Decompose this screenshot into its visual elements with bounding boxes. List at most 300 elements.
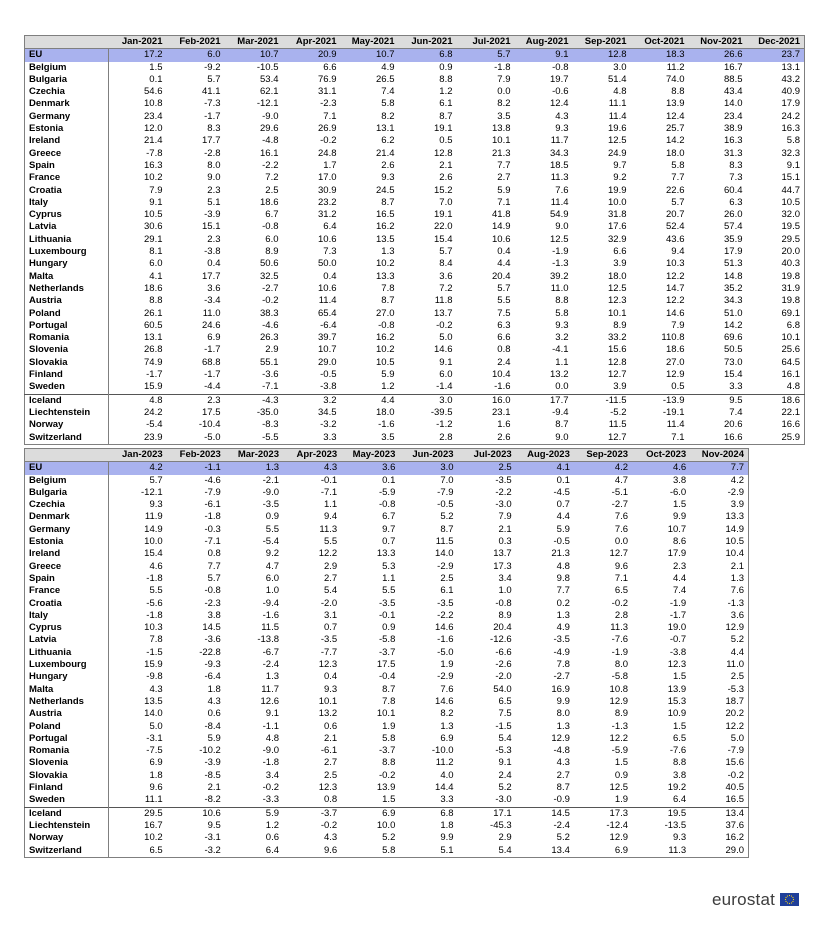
value-cell: 40.3 <box>781 258 800 270</box>
value-cell: 7.6 <box>440 683 454 695</box>
value-cell: 10.7 <box>225 49 283 62</box>
value-cell: 0.0 <box>555 381 569 393</box>
value-cell: 5.5 <box>149 585 163 597</box>
value-cell: 54.0 <box>493 683 512 695</box>
value-cell: -0.2 <box>262 295 279 307</box>
value-cell: 6.1 <box>439 98 453 110</box>
value-cell: 9.7 <box>382 523 396 535</box>
value-cell: 0.7 <box>556 499 570 511</box>
value-cell: 18.6 <box>747 394 805 407</box>
value-cell: 10.9 <box>667 708 687 720</box>
value-cell: 18.6 <box>260 196 279 208</box>
country-name: Bulgaria <box>25 487 109 499</box>
value-cell: -9.0 <box>262 110 279 122</box>
country-name: Czechia <box>25 86 109 98</box>
value-cell: -7.6 <box>669 745 687 757</box>
value-cell: -9.4 <box>262 597 280 609</box>
value-cell: 16.3 <box>144 159 163 171</box>
value-cell: 5.7 <box>457 49 515 62</box>
value-cell: 16.5 <box>376 209 395 221</box>
country-name: Estonia <box>25 536 109 548</box>
value-cell: 15.9 <box>144 381 163 393</box>
column-header: Sep-2023 <box>574 449 632 462</box>
value-cell: 2.7 <box>323 757 338 769</box>
value-cell: -13.5 <box>664 819 687 831</box>
value-cell: 0.1 <box>556 474 570 486</box>
value-cell: 9.3 <box>673 832 687 844</box>
value-cell: 9.5 <box>207 819 221 831</box>
value-cell: -5.8 <box>378 634 396 646</box>
value-cell: 14.8 <box>724 270 743 282</box>
value-cell: 12.9 <box>666 369 685 381</box>
value-cell: 43.6 <box>666 233 685 245</box>
value-cell: 20.4 <box>492 270 511 282</box>
value-cell: 24.6 <box>202 319 221 331</box>
value-cell: 4.4 <box>673 572 687 584</box>
value-cell: 7.7 <box>556 585 570 597</box>
value-cell: 6.0 <box>265 572 280 584</box>
value-cell: 64.5 <box>781 356 800 368</box>
value-cell: 17.3 <box>493 560 512 572</box>
value-cell: 5.9 <box>381 369 395 381</box>
table-row <box>25 185 805 197</box>
value-cell: 1.8 <box>149 769 163 781</box>
value-cell: 5.9 <box>207 732 221 744</box>
value-cell: -1.7 <box>204 344 221 356</box>
value-cell: 19.5 <box>632 807 690 820</box>
value-cell: -3.9 <box>204 209 221 221</box>
value-cell: 8.7 <box>555 419 569 431</box>
value-cell: 6.6 <box>323 61 337 73</box>
value-cell: 1.3 <box>265 671 280 683</box>
country-name: Ireland <box>25 135 109 147</box>
table-row <box>25 561 749 573</box>
value-cell: 15.1 <box>781 172 800 184</box>
value-cell: 15.9 <box>144 659 163 671</box>
value-cell: 0.4 <box>323 671 338 683</box>
value-cell: 20.0 <box>781 246 800 258</box>
value-cell: 0.4 <box>323 270 337 282</box>
value-cell: 26.3 <box>260 332 279 344</box>
value-cell: 17.2 <box>109 49 167 62</box>
value-cell: 3.3 <box>440 794 454 806</box>
table-row <box>25 511 749 523</box>
value-cell: 3.3 <box>323 431 337 443</box>
value-cell: 57.4 <box>724 221 743 233</box>
value-cell: 7.5 <box>497 307 511 319</box>
value-cell: -3.0 <box>495 499 512 511</box>
value-cell: 2.4 <box>497 356 511 368</box>
value-cell: 1.3 <box>225 462 283 475</box>
column-header: Mar-2023 <box>225 449 283 462</box>
value-cell: 7.1 <box>614 572 629 584</box>
value-cell: 7.8 <box>556 659 570 671</box>
column-header: Mar-2021 <box>225 36 283 49</box>
value-cell: -3.8 <box>320 381 337 393</box>
country-name: Spain <box>25 160 109 172</box>
value-cell: 8.2 <box>440 708 454 720</box>
value-cell: 5.8 <box>786 135 800 147</box>
value-cell: 5.5 <box>382 585 396 597</box>
value-cell: 2.1 <box>439 159 453 171</box>
value-cell: 1.0 <box>265 585 280 597</box>
value-cell: 1.1 <box>382 572 396 584</box>
value-cell: 1.2 <box>265 819 280 831</box>
value-cell: 74.0 <box>666 73 685 85</box>
value-cell: 2.7 <box>556 769 570 781</box>
value-cell: 11.3 <box>668 844 687 856</box>
value-cell: -3.8 <box>669 646 687 658</box>
value-cell: 8.8 <box>149 295 163 307</box>
value-cell: 29.1 <box>144 233 163 245</box>
table-row <box>25 62 805 74</box>
country-name: Lithuania <box>25 234 109 246</box>
value-cell: 4.2 <box>730 474 744 486</box>
country-name: France <box>25 172 109 184</box>
value-cell: -3.2 <box>204 844 221 856</box>
value-cell: 3.0 <box>399 394 457 407</box>
value-cell: 8.4 <box>439 258 453 270</box>
value-cell: -2.7 <box>611 499 629 511</box>
value-cell: -4.4 <box>204 381 221 393</box>
value-cell: 9.6 <box>614 560 629 572</box>
value-cell: 2.9 <box>265 344 279 356</box>
value-cell: -5.6 <box>146 597 163 609</box>
flag-star <box>785 899 786 900</box>
value-cell: 40.5 <box>725 782 744 794</box>
value-cell: 9.1 <box>439 356 453 368</box>
value-cell: -0.6 <box>552 86 569 98</box>
value-cell: 12.3 <box>608 295 627 307</box>
column-header: Jan-2023 <box>109 449 167 462</box>
value-cell: 17.6 <box>608 221 627 233</box>
value-cell: 10.5 <box>376 356 395 368</box>
value-cell: 12.0 <box>144 123 163 135</box>
value-cell: 3.9 <box>730 499 744 511</box>
value-cell: -3.1 <box>204 832 221 844</box>
value-cell: 34.5 <box>318 406 337 418</box>
value-cell: 2.6 <box>439 172 453 184</box>
value-cell: 1.9 <box>614 794 629 806</box>
country-name: Netherlands <box>25 283 109 295</box>
value-cell: 2.9 <box>323 560 338 572</box>
value-cell: 23.2 <box>318 196 337 208</box>
value-cell: 73.0 <box>724 356 743 368</box>
value-cell: 2.8 <box>614 609 629 621</box>
value-cell: 3.1 <box>323 609 338 621</box>
value-cell: 4.3 <box>283 462 341 475</box>
value-cell: 12.4 <box>666 110 685 122</box>
value-cell: 65.4 <box>318 307 337 319</box>
value-cell: 3.2 <box>555 332 569 344</box>
value-cell: 10.8 <box>144 98 163 110</box>
value-cell: 9.4 <box>323 511 338 523</box>
value-cell: 26.1 <box>144 307 163 319</box>
value-cell: -8.2 <box>204 794 221 806</box>
table-row <box>25 684 749 696</box>
value-cell: -0.1 <box>378 609 396 621</box>
value-cell: 8.9 <box>265 246 279 258</box>
eu-flag-icon <box>780 893 799 906</box>
value-cell: -1.1 <box>167 462 225 475</box>
value-cell: 16.6 <box>781 419 800 431</box>
value-cell: 6.4 <box>265 844 280 856</box>
value-cell: -0.2 <box>262 782 280 794</box>
country-name: Spain <box>25 573 109 585</box>
table-row <box>25 258 805 270</box>
value-cell: 2.6 <box>381 159 395 171</box>
table-row <box>25 845 749 858</box>
value-cell: 10.2 <box>376 258 395 270</box>
column-header: Apr-2021 <box>283 36 341 49</box>
value-cell: 4.9 <box>556 622 570 634</box>
value-cell: 13.2 <box>550 369 569 381</box>
country-name: Hungary <box>25 258 109 270</box>
value-cell: 8.7 <box>381 196 395 208</box>
value-cell: 9.9 <box>673 511 687 523</box>
value-cell: 3.8 <box>673 769 687 781</box>
value-cell: 8.7 <box>382 683 396 695</box>
value-cell: 6.8 <box>399 49 457 62</box>
value-cell: 6.5 <box>614 585 629 597</box>
table-row <box>25 757 749 769</box>
value-cell: 69.6 <box>724 332 743 344</box>
eurostat-logo <box>712 890 802 910</box>
value-cell: 5.7 <box>207 73 221 85</box>
value-cell: 1.2 <box>439 86 453 98</box>
value-cell: -0.8 <box>495 597 512 609</box>
table-row <box>25 295 805 307</box>
value-cell: 9.9 <box>440 832 454 844</box>
value-cell: 2.3 <box>207 184 221 196</box>
value-cell: -0.2 <box>378 769 396 781</box>
value-cell: 6.9 <box>440 732 454 744</box>
value-cell: 4.4 <box>341 394 399 407</box>
value-cell: -11.5 <box>573 394 631 407</box>
value-cell: 12.7 <box>609 548 629 560</box>
value-cell: 12.5 <box>608 282 627 294</box>
value-cell: -5.8 <box>611 671 629 683</box>
value-cell: -13.9 <box>631 394 689 407</box>
table-row <box>25 160 805 172</box>
value-cell: 13.9 <box>666 98 685 110</box>
value-cell: 1.6 <box>497 419 511 431</box>
value-cell: 10.3 <box>144 622 163 634</box>
value-cell: 6.5 <box>673 732 687 744</box>
value-cell: 18.0 <box>666 147 685 159</box>
value-cell: 20.7 <box>666 209 685 221</box>
table-row <box>25 782 749 794</box>
value-cell: 1.3 <box>556 609 570 621</box>
value-cell: -6.6 <box>495 646 512 658</box>
value-cell: 5.9 <box>497 184 511 196</box>
value-cell: 76.9 <box>318 73 337 85</box>
table-row <box>25 548 749 560</box>
value-cell: 12.2 <box>666 295 685 307</box>
value-cell: 11.4 <box>550 196 569 208</box>
value-cell: 12.4 <box>550 98 569 110</box>
value-cell: 12.9 <box>725 622 744 634</box>
value-cell: 1.3 <box>381 246 395 258</box>
value-cell: -22.8 <box>199 646 221 658</box>
value-cell: 12.2 <box>318 548 338 560</box>
country-name: Greece <box>25 561 109 573</box>
value-cell: 13.9 <box>376 782 396 794</box>
value-cell: -9.0 <box>262 745 280 757</box>
value-cell: 33.2 <box>608 332 627 344</box>
value-cell: 8.8 <box>382 757 396 769</box>
header-row <box>25 36 805 49</box>
value-cell: 6.8 <box>786 319 800 331</box>
value-cell: 5.5 <box>497 295 511 307</box>
country-name: Germany <box>25 111 109 123</box>
value-cell: 9.7 <box>613 159 627 171</box>
value-cell: 4.8 <box>556 560 570 572</box>
value-cell: -6.7 <box>262 646 280 658</box>
country-name: Luxembourg <box>25 659 109 671</box>
value-cell: -0.9 <box>553 794 570 806</box>
value-cell: 12.6 <box>260 695 280 707</box>
value-cell: 20.9 <box>283 49 341 62</box>
value-cell: 1.9 <box>382 720 396 732</box>
value-cell: 0.9 <box>614 769 629 781</box>
value-cell: 5.7 <box>497 282 511 294</box>
country-name: Liechtenstein <box>25 407 109 419</box>
value-cell: 32.5 <box>260 270 279 282</box>
value-cell: 11.1 <box>608 98 627 110</box>
value-cell: -1.8 <box>146 609 163 621</box>
value-cell: 6.9 <box>341 807 399 820</box>
value-cell: 6.4 <box>323 221 337 233</box>
value-cell: 7.7 <box>497 159 511 171</box>
value-cell: 37.6 <box>725 819 744 831</box>
value-cell: 11.4 <box>666 419 685 431</box>
value-cell: 9.6 <box>149 782 163 794</box>
value-cell: 10.1 <box>318 695 338 707</box>
value-cell: -4.8 <box>553 745 570 757</box>
value-cell: 19.1 <box>434 209 453 221</box>
value-cell: 14.6 <box>435 622 454 634</box>
value-cell: 1.5 <box>149 61 163 73</box>
table-row <box>25 832 749 844</box>
value-cell: 5.7 <box>207 572 221 584</box>
value-cell: -7.9 <box>727 745 744 757</box>
value-cell: 10.1 <box>376 708 396 720</box>
value-cell: 10.8 <box>609 683 629 695</box>
value-cell: 8.8 <box>555 295 569 307</box>
value-cell: 17.7 <box>202 270 221 282</box>
value-cell: 5.8 <box>381 98 395 110</box>
value-cell: 2.1 <box>498 523 512 535</box>
country-name: Sweden <box>25 794 109 807</box>
value-cell: 4.9 <box>381 61 395 73</box>
value-cell: 18.5 <box>550 159 569 171</box>
value-cell: 8.8 <box>673 757 687 769</box>
country-name: Slovenia <box>25 344 109 356</box>
value-cell: 8.3 <box>729 159 743 171</box>
flag-star <box>789 895 790 896</box>
value-cell: -1.7 <box>669 609 687 621</box>
value-cell: 5.8 <box>555 307 569 319</box>
table-row <box>25 573 749 585</box>
value-cell: 7.7 <box>207 560 221 572</box>
value-cell: 13.3 <box>376 270 395 282</box>
value-cell: 5.0 <box>439 332 453 344</box>
value-cell: -3.7 <box>283 807 341 820</box>
value-cell: 53.4 <box>260 73 279 85</box>
value-cell: 6.4 <box>673 794 687 806</box>
value-cell: -9.0 <box>262 486 280 498</box>
country-name: Iceland <box>25 807 109 820</box>
value-cell: -3.7 <box>378 745 396 757</box>
country-name: Romania <box>25 745 109 757</box>
value-cell: 5.8 <box>382 844 396 856</box>
value-cell: -0.1 <box>320 474 338 486</box>
value-cell: 10.5 <box>144 209 163 221</box>
value-cell: 14.6 <box>666 307 685 319</box>
value-cell: 14.7 <box>666 282 685 294</box>
value-cell: -3.5 <box>262 499 280 511</box>
value-cell: 7.4 <box>381 86 395 98</box>
value-cell: 34.3 <box>550 147 569 159</box>
value-cell: 2.3 <box>207 233 221 245</box>
value-cell: 7.6 <box>614 523 629 535</box>
value-cell: 14.0 <box>724 98 743 110</box>
value-cell: 3.5 <box>497 110 511 122</box>
value-cell: 18.0 <box>608 270 627 282</box>
country-name: Norway <box>25 419 109 431</box>
country-name: Ireland <box>25 548 109 560</box>
value-cell: -12.1 <box>141 486 163 498</box>
value-cell: 18.7 <box>725 695 744 707</box>
value-cell: 26.5 <box>376 73 395 85</box>
value-cell: 0.1 <box>149 73 163 85</box>
value-cell: 5.1 <box>207 196 221 208</box>
value-cell: 8.8 <box>439 73 453 85</box>
column-header: Sep-2021 <box>573 36 631 49</box>
value-cell: 29.5 <box>781 233 800 245</box>
value-cell: 10.4 <box>492 369 511 381</box>
value-cell: 3.6 <box>439 270 453 282</box>
value-cell: 0.8 <box>323 794 338 806</box>
value-cell: 2.7 <box>323 572 338 584</box>
value-cell: 35.9 <box>724 233 743 245</box>
value-cell: -7.1 <box>204 536 221 548</box>
value-cell: -1.6 <box>262 609 280 621</box>
value-cell: 9.4 <box>671 246 685 258</box>
value-cell: 4.4 <box>730 646 744 658</box>
value-cell: 16.1 <box>781 369 800 381</box>
value-cell: 17.9 <box>667 548 687 560</box>
column-header: Feb-2023 <box>167 449 225 462</box>
value-cell: -7.1 <box>320 486 338 498</box>
table-row <box>25 524 749 536</box>
value-cell: 4.8 <box>109 394 167 407</box>
value-cell: 41.8 <box>492 209 511 221</box>
value-cell: 7.6 <box>730 585 744 597</box>
value-cell: 19.8 <box>781 270 800 282</box>
value-cell: -7.3 <box>204 98 221 110</box>
value-cell: 7.9 <box>149 184 163 196</box>
table-row <box>25 745 749 757</box>
value-cell: 4.3 <box>555 110 569 122</box>
value-cell: -10.4 <box>198 419 221 431</box>
value-cell: 9.3 <box>323 683 338 695</box>
table-row <box>25 659 749 671</box>
value-cell: 31.8 <box>608 209 627 221</box>
table-row <box>25 49 805 62</box>
value-cell: 7.2 <box>439 282 453 294</box>
